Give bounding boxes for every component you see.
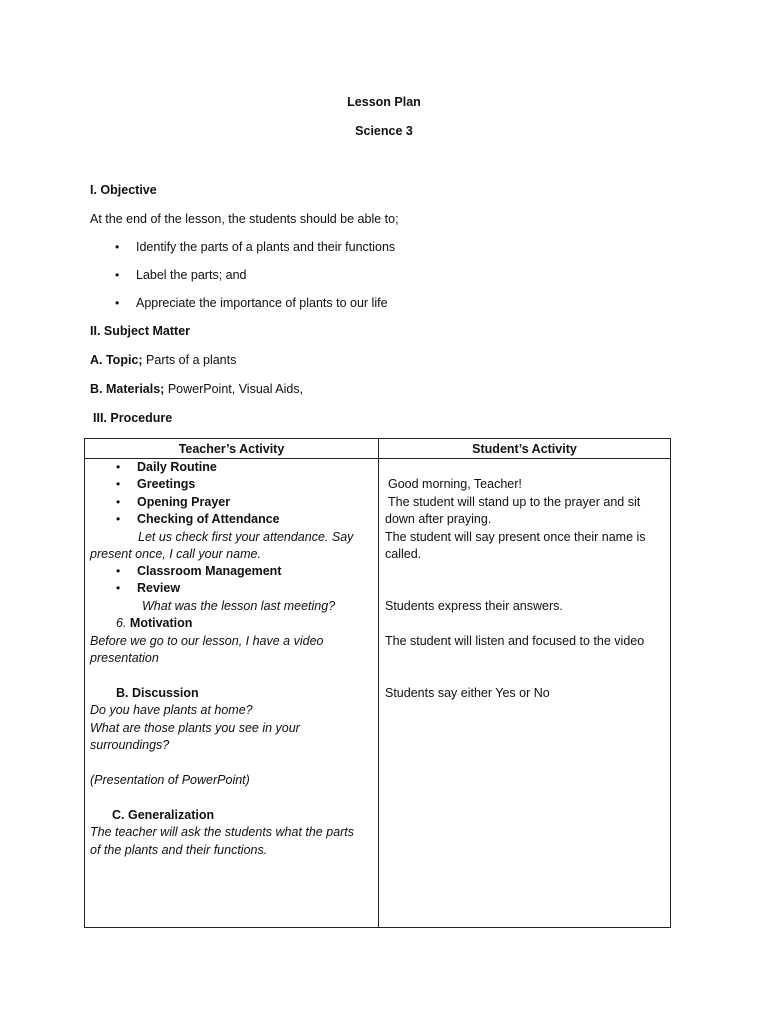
- discussion-question: What are those plants you see in your: [90, 721, 300, 735]
- materials-value: PowerPoint, Visual Aids,: [167, 382, 304, 396]
- motivation-heading: [116, 615, 192, 632]
- objective-item: Appreciate the importance of plants to our life: [136, 296, 388, 310]
- objective-item: Identify the parts of a plants and their functions: [136, 240, 396, 254]
- generalization-instruction: The teacher will ask the students what the parts: [90, 825, 355, 839]
- student-prayer-reply: The student will stand up to the prayer and sit: [388, 495, 641, 509]
- student-motivation-reply: The student will listen and focused to the video: [385, 634, 645, 648]
- student-attendance-reply-cont: called.: [385, 547, 422, 561]
- topic-value: Parts of a plants: [146, 353, 237, 367]
- bullet-icon: •: [116, 477, 121, 491]
- generalization-heading: C. Generalization: [112, 808, 215, 822]
- bullet-icon: •: [116, 581, 121, 595]
- student-prayer-reply-cont: down after praying.: [385, 512, 492, 526]
- objective-intro: At the end of the lesson, the students should be able to;: [90, 212, 399, 226]
- bullet-icon: •: [115, 268, 120, 282]
- bullet-icon: •: [116, 564, 121, 578]
- generalization-instruction-cont: [90, 842, 267, 859]
- opening-prayer-item: Opening Prayer: [137, 495, 231, 509]
- table-column-divider: [378, 439, 379, 927]
- materials-label: B. Materials;: [90, 382, 165, 396]
- student-greeting-reply: Good morning, Teacher!: [388, 477, 522, 491]
- topic-line: [90, 352, 236, 368]
- discussion-question: Do you have plants at home?: [90, 703, 253, 717]
- student-review-reply: Students express their answers.: [385, 599, 563, 613]
- teacher-activity-header: Teacher’s Activity: [178, 442, 285, 456]
- generalization-text: of the plants and their functions.: [90, 843, 268, 857]
- attendance-instruction-cont: present once, I call your name.: [90, 547, 261, 561]
- bullet-icon: •: [116, 512, 121, 526]
- classroom-management-item: Classroom Management: [137, 564, 282, 578]
- daily-routine-item: Daily Routine: [137, 460, 217, 474]
- procedure-heading: III. Procedure: [93, 411, 173, 425]
- document-subtitle: Science 3: [355, 124, 413, 138]
- student-discussion-reply: Students say either Yes or No: [385, 686, 550, 700]
- attendance-item: Checking of Attendance: [137, 512, 280, 526]
- motivation-label: Motivation: [129, 616, 193, 630]
- motivation-instruction: Before we go to our lesson, I have a video: [90, 634, 324, 648]
- bullet-icon: •: [115, 296, 120, 310]
- motivation-number: 6.: [116, 616, 127, 630]
- topic-label: A. Topic;: [90, 353, 143, 367]
- motivation-instruction-cont: presentation: [90, 651, 159, 665]
- discussion-heading: B. Discussion: [116, 686, 199, 700]
- bullet-icon: •: [116, 460, 121, 474]
- review-item: Review: [137, 581, 181, 595]
- materials-line: [90, 381, 303, 397]
- student-activity-header: Student’s Activity: [472, 442, 577, 456]
- student-attendance-reply: The student will say present once their name is: [385, 530, 646, 544]
- powerpoint-note: (Presentation of PowerPoint): [90, 773, 250, 787]
- review-question: What was the lesson last meeting?: [142, 599, 336, 613]
- objective-item: Label the parts; and: [136, 268, 247, 282]
- discussion-question-cont: surroundings?: [90, 738, 170, 752]
- procedure-table: [84, 438, 671, 928]
- objective-heading: I. Objective: [90, 183, 157, 197]
- bullet-icon: •: [116, 495, 121, 509]
- document-title: Lesson Plan: [347, 95, 421, 109]
- bullet-icon: •: [115, 240, 120, 254]
- subject-matter-heading: II. Subject Matter: [90, 324, 191, 338]
- greetings-item: Greetings: [137, 477, 196, 491]
- attendance-instruction: Let us check first your attendance. Say: [138, 530, 354, 544]
